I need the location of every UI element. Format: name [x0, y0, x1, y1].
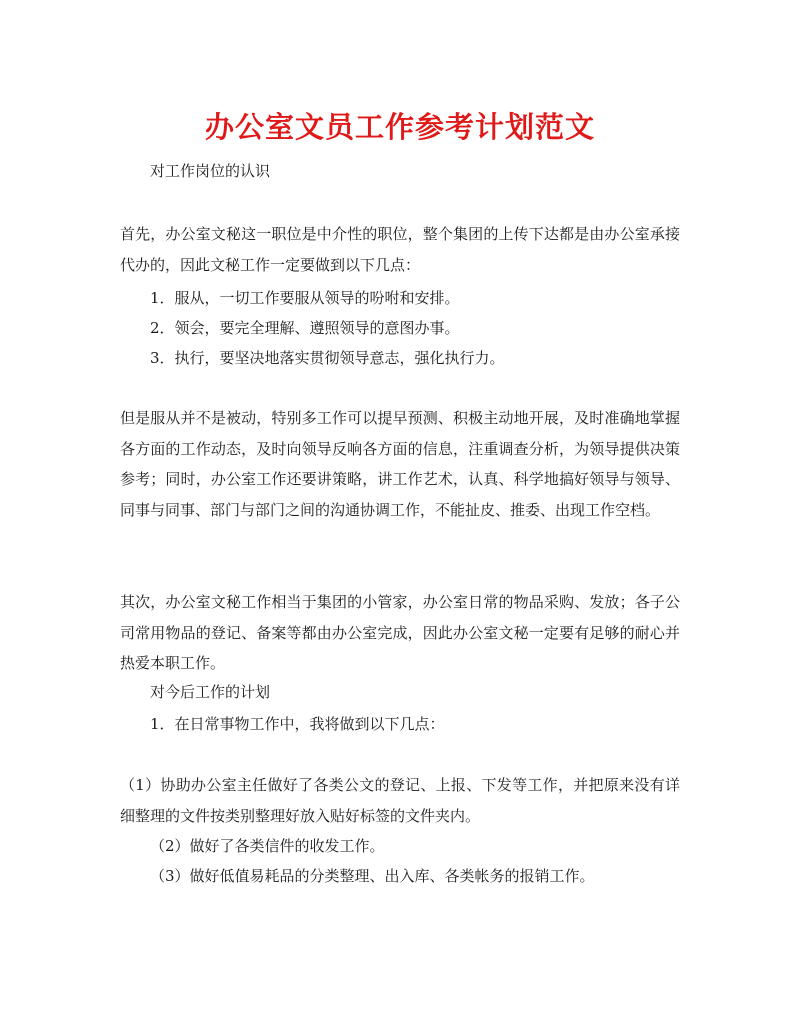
sub-item-documents: （1）协助办公室主任做好了各类公文的登记、上报、下发等工作，并把原来没有详细整理的文件按类别整理好放入贴好标签的文件夹内。 — [120, 776, 680, 825]
plan-item-daily-work: 1．在日常事物工作中，我将做到以下几点： — [150, 715, 445, 733]
sub-item-consumables: （3）做好低值易耗品的分类整理、出入库、各类帐务的报销工作。 — [150, 867, 595, 885]
paragraph-initiative: 但是服从并不是被动，特别多工作可以提早预测、积极主动地开展，及时准确地掌握各方面的工作动态，及时向领导反响各方面的信息，注重调查分析，为领导提供决策参考；同时，办公室工作还要讲策略，讲工作艺术，认真、科学地搞好领导与领导、同事与同事、部门与部门之间的沟通协调工作，不能扯皮、推委、出现工作空档。 — [120, 409, 680, 519]
list-item-obey: 1．服从，一切工作要服从领导的吩咐和安排。 — [150, 289, 460, 307]
list-item-execute: 3．执行，要坚决地落实贯彻领导意志，强化执行力。 — [150, 349, 505, 367]
sub-item-mail: （2）做好了各类信件的收发工作。 — [150, 837, 385, 855]
document-title: 办公室文员工作参考计划范文 — [204, 110, 595, 144]
paragraph-intro: 首先，办公室文秘这一职位是中介性的职位，整个集团的上传下达都是由办公室承接代办的，因此文秘工作一定要做到以下几点： — [120, 225, 680, 274]
paragraph-housekeeper: 其次，办公室文秘工作相当于集团的小管家，办公室日常的物品采购、发放；各子公司常用物品的登记、备案等都由办公室完成，因此办公室文秘一定要有足够的耐心并热爱本职工作。 — [120, 593, 680, 672]
section-heading-job-understanding: 对工作岗位的认识 — [150, 162, 271, 180]
section-heading-future-plan: 对今后工作的计划 — [150, 683, 271, 701]
list-item-understand: 2．领会，要完全理解、遵照领导的意图办事。 — [150, 319, 460, 337]
